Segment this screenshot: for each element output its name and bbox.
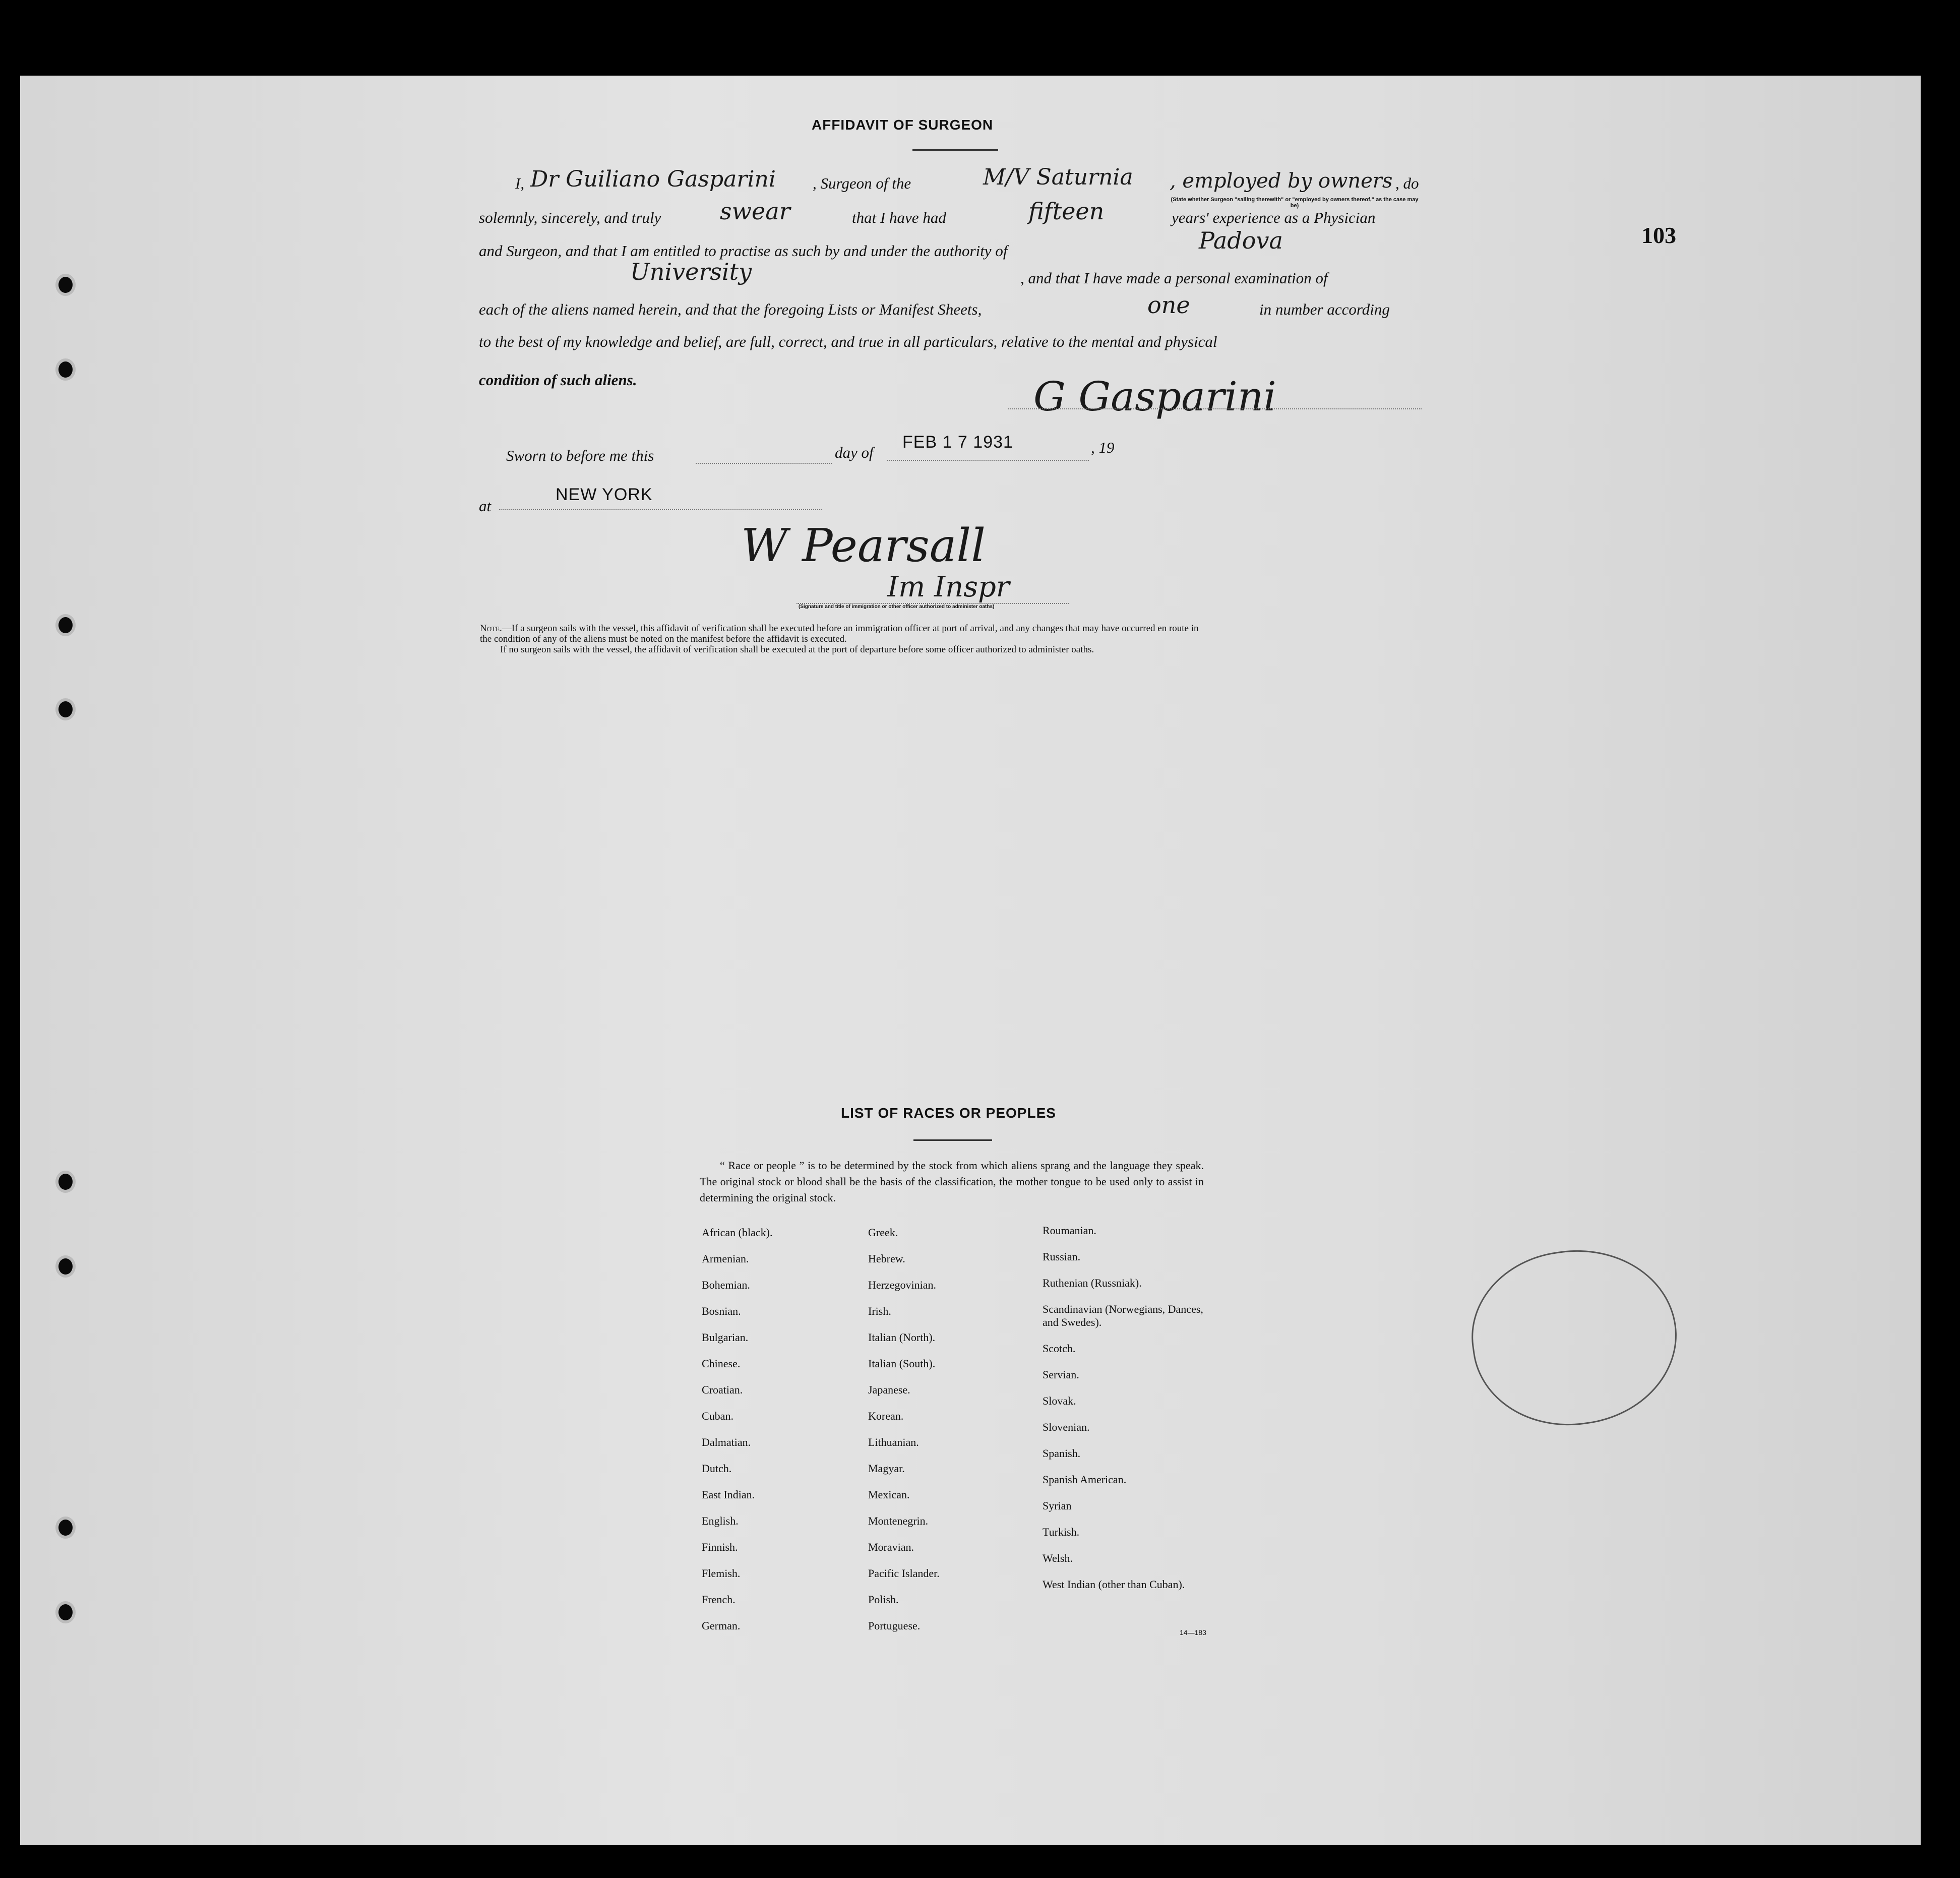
race-item: Turkish.: [1043, 1526, 1080, 1538]
race-item: Italian (North).: [868, 1331, 936, 1344]
employment-handwritten: , employed by owners: [1170, 169, 1393, 193]
affidavit-note: [480, 623, 1428, 655]
note-line-3: If no surgeon sails with the vessel, the affidavit of verification shall be executed at the port of departure before some officer authorized to administer oaths.: [500, 644, 1094, 655]
binder-hole: [55, 1171, 76, 1193]
oath-handwritten: swear: [720, 198, 790, 225]
binder-hole: [55, 358, 76, 381]
race-item: Polish.: [868, 1593, 899, 1606]
race-item: West Indian (other than Cuban).: [1043, 1578, 1185, 1591]
officer-title: Im Inspr: [887, 571, 1010, 603]
note-label: Note.: [480, 623, 502, 634]
race-item: Dalmatian.: [702, 1436, 751, 1448]
race-item: African (black).: [702, 1226, 773, 1239]
affidavit-line-2-middle: that I have had: [852, 209, 946, 226]
date-stamp: FEB 1 7 1931: [902, 433, 1013, 452]
race-item: Flemish.: [702, 1567, 741, 1580]
binder-hole: [55, 1601, 76, 1623]
race-item: Croatian.: [702, 1383, 743, 1396]
race-item: Bulgarian.: [702, 1331, 749, 1344]
race-item: Pacific Islander.: [868, 1567, 940, 1580]
race-item: English.: [702, 1514, 739, 1527]
affidavit-line-2-prefix: solemnly, sincerely, and truly: [479, 209, 661, 226]
race-item: Cuban.: [702, 1410, 733, 1422]
race-item: Spanish.: [1043, 1447, 1081, 1460]
race-item: East Indian.: [702, 1488, 755, 1501]
sworn-day-of: day of: [835, 444, 874, 461]
officer-signature: W Pearsall: [741, 519, 986, 572]
race-item: Syrian: [1043, 1499, 1072, 1512]
race-item: Ruthenian (Russniak).: [1043, 1277, 1142, 1289]
sheets-handwritten: one: [1147, 291, 1190, 319]
authority-handwritten: Padova: [1199, 227, 1283, 254]
race-item: Servian.: [1043, 1368, 1079, 1381]
sworn-day-line: [696, 463, 832, 464]
surgeon-name-handwritten: Dr Guiliano Gasparini: [530, 166, 776, 192]
race-item: German.: [702, 1619, 741, 1632]
race-item: Portuguese.: [868, 1619, 921, 1632]
affidavit-line-1-surgeon-of: , Surgeon of the: [813, 174, 911, 192]
place-line: [499, 509, 822, 510]
race-item: Bosnian.: [702, 1305, 741, 1317]
race-item: Chinese.: [702, 1357, 741, 1370]
affidavit-line-3: and Surgeon, and that I am entitled to practise as such by and under the authority of: [479, 242, 1008, 260]
affidavit-line-2-suffix: years' experience as a Physician: [1172, 209, 1376, 226]
race-item: Slovak.: [1043, 1395, 1076, 1407]
place-city: NEW YORK: [556, 485, 653, 504]
race-item: Japanese.: [868, 1383, 910, 1396]
surgeon-signature: G Gasparini: [1033, 373, 1276, 420]
race-item: Korean.: [868, 1410, 904, 1422]
officer-caption: (Signature and title of immigration or other officer authorized to administer oaths): [799, 604, 995, 610]
affidavit-line-7: condition of such aliens.: [479, 371, 637, 389]
race-item: Italian (South).: [868, 1357, 936, 1370]
race-item: Slovenian.: [1043, 1421, 1090, 1433]
races-title-rule: [913, 1139, 992, 1141]
binder-hole: [55, 274, 76, 296]
binder-hole: [55, 698, 76, 720]
race-item: Spanish American.: [1043, 1473, 1127, 1486]
sworn-year-prefix: , 19: [1091, 439, 1115, 456]
authority-cont-handwritten: University: [630, 258, 752, 285]
race-item: Greek.: [868, 1226, 898, 1239]
years-handwritten: fifteen: [1028, 198, 1105, 225]
affidavit-title: AFFIDAVIT OF SURGEON: [812, 117, 994, 133]
race-item: Dutch.: [702, 1462, 732, 1475]
race-item: Moravian.: [868, 1541, 914, 1553]
place-prefix: at: [479, 497, 492, 515]
race-item: Herzegovinian.: [868, 1279, 936, 1291]
note-line-2: the condition of any of the aliens must be noted on the manifest before the affidavit is executed.: [480, 634, 847, 644]
surgeon-signature-line: [1008, 408, 1422, 409]
race-item: Scotch.: [1043, 1342, 1076, 1355]
binder-hole: [55, 614, 76, 636]
race-item: Irish.: [868, 1305, 891, 1317]
sworn-month-line: [887, 460, 1089, 461]
employment-instruction: (State whether Surgeon "sailing therewith" or "employed by owners thereof," as the case may be): [1171, 197, 1419, 209]
race-item: Finnish.: [702, 1541, 738, 1553]
race-item: Russian.: [1043, 1250, 1081, 1263]
race-item: Bohemian.: [702, 1279, 750, 1291]
race-item: Magyar.: [868, 1462, 905, 1475]
races-column-1: [702, 1226, 772, 1646]
note-line-1: —If a surgeon sails with the vessel, this affidavit of verification shall be executed before an immigration officer at port of arrival, and any changes that may have occurred en route in: [502, 623, 1199, 634]
page-number: 103: [1641, 222, 1676, 248]
race-item: Montenegrin.: [868, 1514, 929, 1527]
binder-hole: [55, 1255, 76, 1278]
race-item: Welsh.: [1043, 1552, 1073, 1564]
affidavit-line-5: each of the aliens named herein, and that the foregoing Lists or Manifest Sheets,: [479, 300, 982, 318]
vessel-name-handwritten: M/V Saturnia: [983, 164, 1133, 190]
races-title: LIST OF RACES OR PEOPLES: [841, 1105, 1056, 1121]
affidavit-line-1-suffix: , do: [1395, 174, 1419, 192]
race-item: Lithuanian.: [868, 1436, 919, 1448]
sworn-prefix: Sworn to before me this: [506, 447, 654, 464]
affidavit-line-1-prefix: I,: [515, 174, 525, 192]
races-column-2: [868, 1226, 940, 1646]
binder-hole: [55, 1517, 76, 1539]
affidavit-line-6: to the best of my knowledge and belief, are full, correct, and true in all particulars, relative to the mental and physical: [479, 333, 1217, 350]
race-item: Scandinavian (Norwegians, Dances, and Swedes).: [1043, 1303, 1203, 1328]
affidavit-line-5-suffix: in number according: [1259, 300, 1390, 318]
affidavit-line-4: , and that I have made a personal examination of: [1020, 269, 1328, 287]
race-item: Roumanian.: [1043, 1224, 1096, 1237]
race-item: Armenian.: [702, 1252, 749, 1265]
race-item: Mexican.: [868, 1488, 910, 1501]
races-column-3: [1043, 1224, 1209, 1604]
races-intro: “ Race or people ” is to be determined by the stock from which aliens sprang and the language they speak. The original stock or blood shall be the basis of the classification, the mother tongue to be used only to assist in determining the original stock.: [700, 1159, 1204, 1204]
title-rule: [912, 149, 998, 151]
race-item: French.: [702, 1593, 736, 1606]
form-code: 14—183: [1180, 1628, 1206, 1637]
race-item: Hebrew.: [868, 1252, 905, 1265]
